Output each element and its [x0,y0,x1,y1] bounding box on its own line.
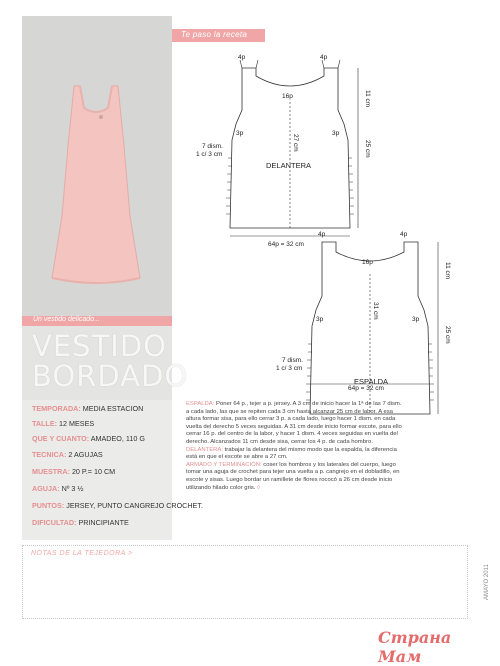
page-title-line-2: BORDADO [32,359,189,393]
front-dism-each: 1 c/ 3 cm [196,151,223,158]
front-shoulder-right: 4p [320,54,328,61]
instructions-text [186,401,404,492]
recipe-tag-label: Te paso la receta [181,30,248,39]
back-neck: 16p [362,259,373,266]
front-diagram [226,60,358,236]
spec-dificultad: DIFICULTAD: PRINCIPIANTE [32,518,129,527]
spec-aguja: AGUJA: Nº 3 ½ [32,484,84,493]
delantera-text: trabajar la delantera del mismo modo que la espalda, la diferencia está en que el escote se abre a 27 cm. [186,446,397,461]
spec-temporada: TEMPORADA: MEDIA ESTACION [32,404,144,413]
notes-box[interactable] [22,545,468,619]
watermark-logo: Страна Мам [378,628,452,666]
back-width: 64p = 32 cm [348,385,384,392]
dress-illustration [22,16,172,316]
recipe-tag [172,29,265,42]
front-width: 64p = 32 cm [268,241,304,248]
back-body-height: 25 cm [444,326,451,344]
back-dism-each: 1 c/ 3 cm [276,365,303,372]
spec-talle: TALLE: 12 MESES [32,419,95,428]
page-title-line-1: VESTIDO [32,329,167,363]
spec-que-y-cuanto: QUE Y CUANTO: AMADEO, 110 G [32,434,145,443]
front-armhole-left: 3p [236,130,244,137]
front-shoulder-height: 11 cm [364,90,371,108]
espalda-text: Poner 64 p., tejer a p. jersey. A 3 cm de inicio hacer la 1ª de las 7 dism. a cada lado, las que se repiten cada 3 cm hasta alcanzar 25 cm de labor. A esa altura formar sisa, para ello cerrar 3 p. a cada lado, luego hacer 1 dism. en cada vuelta del derecho 5 veces seguidas. A 31 cm desde inicio formar escote, para ello cerrar 16 p. del centro de la labor, y hacer 1 dism. 4 veces seguidas en vuelta del derecho. Alcanzados 11 cm desde sisa, cerrar los 4 p. de cada hombro. [186,401,402,445]
back-armhole-left: 3p [316,316,324,323]
espalda-heading: ESPALDA: [186,401,215,407]
front-dism: 7 dism. [202,143,223,150]
armado-heading: ARMADO Y TERMINACIÓN: [186,461,262,468]
back-shoulder-height: 11 cm [444,262,451,280]
issue-date: AMAYO 2011 [484,564,490,600]
back-name: ESPALDA [354,377,389,386]
back-dism: 7 dism. [282,357,303,364]
pattern-diagrams [180,48,450,393]
back-shoulder-right: 4p [400,231,408,238]
subtitle-bar [22,316,172,326]
front-body-height: 25 cm [364,140,371,158]
back-labels [276,231,451,386]
front-name: DELANTERA [266,161,312,170]
title-panel [22,326,189,400]
front-shoulder-left: 4p [238,54,246,61]
back-inner-height: 31 cm [372,302,379,320]
end-mark: ◊ [257,484,260,491]
armado-text: coser los hombros y los laterales del cuerpo, luego tomar una aguja de crochet para tejer una vuelta a p. cangrejo en el dobladillo, en escote y sisas. Luego bordar un ramillete de flores rococó a 26 cm desde inicio utilizando hilado color gris. [186,461,400,491]
back-armhole-right: 3p [412,316,420,323]
front-armhole-right: 3p [332,130,340,137]
front-labels [196,54,371,248]
front-inner-height: 27 cm [292,134,299,152]
dress-photo [22,16,172,316]
spec-puntos: PUNTOS: JERSEY, PUNTO CANGREJO CROCHET. [32,501,203,510]
spec-tecnica: TECNICA: 2 AGUJAS [32,450,103,459]
spec-muestra: MUESTRA: 20 P.= 10 CM [32,467,116,476]
notes-label: NOTAS DE LA TEJEDORA > [31,550,133,557]
subtitle-text: Un vestido delicado... [33,316,100,323]
front-neck: 16p [282,93,293,100]
back-shoulder-left: 4p [318,231,326,238]
back-width-label [348,385,384,392]
delantera-heading: DELANTERA: [186,446,223,453]
